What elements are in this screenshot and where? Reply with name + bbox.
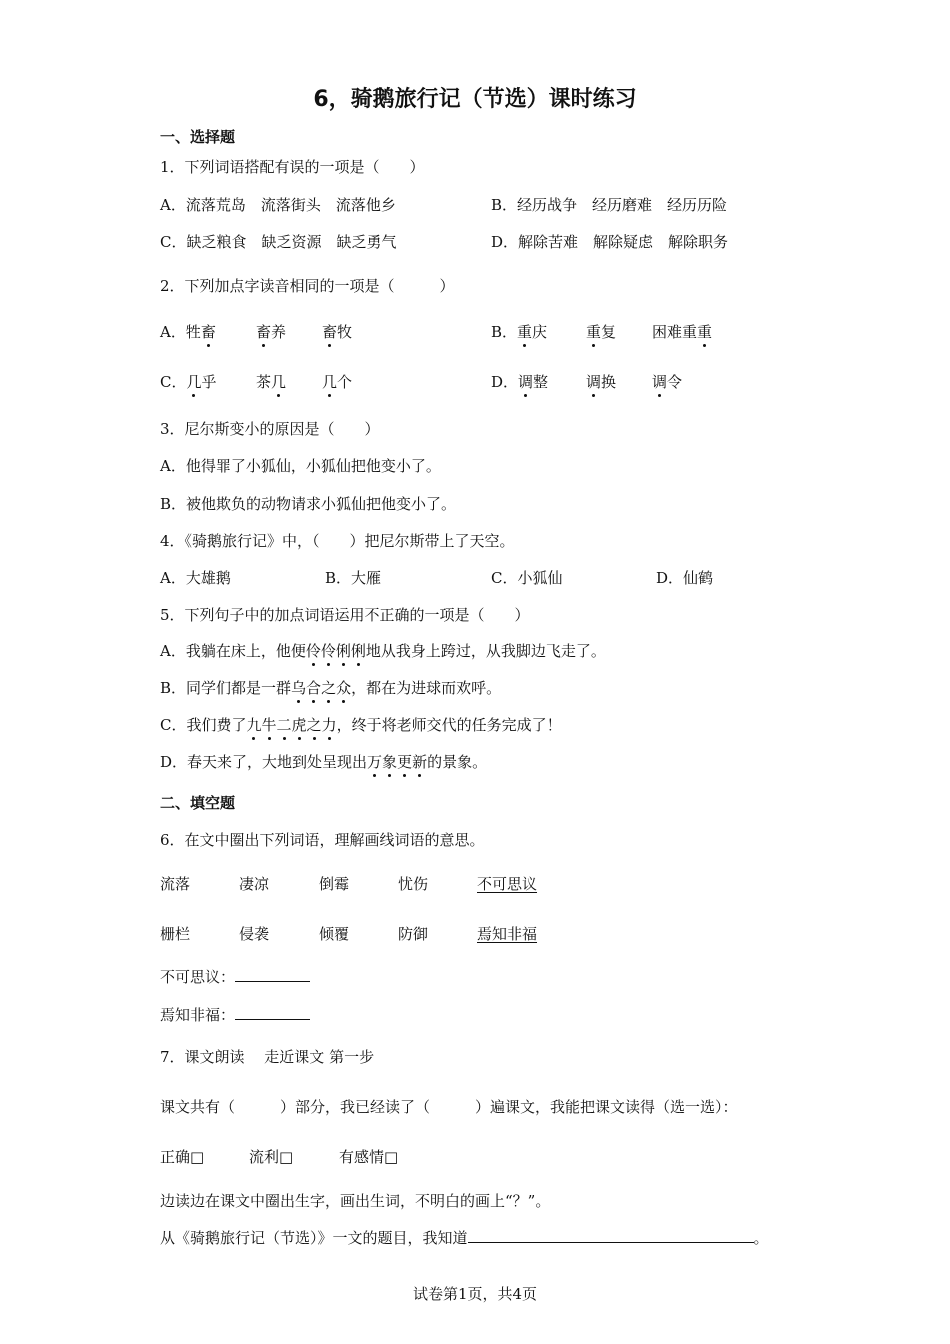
option-letter: A．: [160, 323, 186, 341]
q2-a-word2: 畜养: [256, 323, 287, 341]
answer-blank[interactable]: [235, 1005, 310, 1020]
dotted-char: 几: [322, 373, 338, 391]
q4-stem: 4．《骑鹅旅行记》中，（ ）把尼尔斯带上了天空。: [160, 532, 515, 550]
dotted-char: 之: [306, 716, 322, 734]
underlined-word: 不可思议: [477, 875, 538, 893]
dotted-char: 九: [246, 716, 262, 734]
answer-blank[interactable]: [235, 967, 310, 982]
q2-d-word3: 调令: [652, 373, 683, 391]
dotted-phrase: [246, 716, 336, 734]
dotted-char: 几: [186, 373, 202, 391]
dotted-phrase: [291, 679, 351, 697]
word: 凄凉: [239, 875, 270, 893]
q4-options-row: [160, 567, 800, 589]
q1-option-c[interactable]: C．缺乏粮食 缺乏资源 缺乏勇气: [160, 233, 397, 251]
q5-option-a[interactable]: A．我躺在床上，他便伶伶俐俐地从我身上跨过，从我脚边飞走了。: [160, 642, 606, 660]
dotted-char: 力: [321, 716, 337, 734]
dotted-char: 万: [367, 753, 383, 771]
choice-correct-checkbox[interactable]: 正确□: [160, 1148, 205, 1166]
dotted-char: 之: [321, 679, 337, 697]
choice-emotion-checkbox[interactable]: 有感情□: [339, 1148, 399, 1166]
q2-d-word2: 调换: [586, 373, 617, 391]
word: 流落: [160, 875, 191, 893]
page-title: 6，骑鹅旅行记（节选）课时练习: [313, 87, 637, 112]
dotted-char: 虎: [291, 716, 307, 734]
dotted-char: 重: [517, 323, 533, 341]
word: 倒霉: [319, 875, 350, 893]
q4-option-b[interactable]: B．大雁: [325, 569, 382, 587]
q3-option-a[interactable]: A．他得罪了小狐仙，小狐仙把他变小了。: [160, 457, 441, 475]
section-heading-fill: 二、填空题: [160, 794, 236, 812]
choice-fluent-checkbox[interactable]: 流利□: [249, 1148, 294, 1166]
dotted-char: 伶: [320, 642, 336, 660]
dotted-char: 几: [271, 373, 287, 391]
word: 倾覆: [319, 925, 350, 943]
section-heading-choice: 一、选择题: [160, 128, 236, 146]
dotted-char: 重: [697, 323, 713, 341]
answer-blank[interactable]: [468, 1228, 754, 1243]
underlined-word: 焉知非福: [477, 925, 538, 943]
dotted-char: 俐: [335, 642, 351, 660]
q6-word-row2: [160, 923, 760, 945]
q2-option-b[interactable]: B．重庆: [491, 323, 548, 341]
dotted-char: 畜: [200, 323, 216, 341]
q2-b-word2: 重复: [586, 323, 617, 341]
dotted-char: 俐: [350, 642, 366, 660]
q6-fill1: 不可思议：: [160, 966, 310, 987]
dotted-char: 合: [306, 679, 322, 697]
dotted-char: 众: [336, 679, 352, 697]
q2-option-d[interactable]: D．调整: [491, 373, 549, 391]
dotted-phrase: [306, 642, 366, 660]
q7-line3: 从《骑鹅旅行记（节选）》一文的题目，我知道 。: [160, 1229, 769, 1247]
dotted-char: 调: [518, 373, 534, 391]
dotted-char: 乌: [291, 679, 307, 697]
q7-line1: 课文共有（ ）部分，我已经读了（ ）遍课文，我能把课文读得（选一选）：: [160, 1098, 738, 1116]
dotted-char: 新: [412, 753, 428, 771]
word: 忧伤: [398, 875, 429, 893]
option-letter: C．: [160, 373, 187, 391]
word: 栅栏: [160, 925, 191, 943]
q7-line2: 边读边在课文中圈出生字，画出生词，不明白的画上“？”。: [160, 1192, 551, 1210]
q1-options-row2: [160, 231, 800, 253]
q1-stem: 1．下列词语搭配有误的一项是（ ）: [160, 158, 425, 176]
q2-option-a[interactable]: A．牲畜: [160, 323, 216, 341]
dotted-char: 二: [276, 716, 292, 734]
q5-option-c[interactable]: C．我们费了九牛二虎之力，终于将老师交代的任务完成了！: [160, 716, 562, 734]
q2-c-word2: 茶几: [256, 373, 287, 391]
option-letter: B．: [491, 323, 518, 341]
q2-stem: 2．下列加点字读音相同的一项是（ ）: [160, 277, 455, 295]
q1-options-row1: [160, 194, 800, 216]
word: 防御: [398, 925, 429, 943]
dotted-char: 象: [382, 753, 398, 771]
dotted-char: 伶: [305, 642, 321, 660]
word: 侵袭: [239, 925, 270, 943]
q3-stem: 3．尼尔斯变小的原因是（ ）: [160, 420, 380, 438]
dotted-char: 牛: [261, 716, 277, 734]
q4-option-a[interactable]: A．大雄鹅: [160, 569, 231, 587]
q1-option-b[interactable]: B．经历战争 经历磨难 经历历险: [491, 196, 728, 214]
q2-c-word3: 几个: [322, 373, 353, 391]
q1-option-a[interactable]: A．流落荒岛 流落街头 流落他乡: [160, 196, 396, 214]
q2-options-row1: [160, 321, 800, 343]
q6-stem: 6．在文中圈出下列词语，理解画线词语的意思。: [160, 831, 485, 849]
q6-fill2: 焉知非福：: [160, 1004, 310, 1025]
q1-option-d[interactable]: D．解除苦难 解除疑虑 解除职务: [491, 233, 729, 251]
q3-option-b[interactable]: B．被他欺负的动物请求小狐仙把他变小了。: [160, 495, 457, 513]
q4-option-c[interactable]: C．小狐仙: [491, 569, 563, 587]
dotted-phrase: [367, 753, 427, 771]
q6-word-row1: [160, 873, 760, 895]
q5-stem: 5．下列句子中的加点词语运用不正确的一项是（ ）: [160, 606, 530, 624]
q7-choices: [160, 1146, 760, 1168]
dotted-char: 调: [586, 373, 602, 391]
q4-option-d[interactable]: D．仙鹤: [656, 569, 714, 587]
dotted-char: 重: [586, 323, 602, 341]
dotted-char: 畜: [322, 323, 338, 341]
q5-option-d[interactable]: D．春天来了，大地到处呈现出万象更新的景象。: [160, 753, 488, 771]
option-letter: D．: [491, 373, 519, 391]
dotted-char: 更: [397, 753, 413, 771]
dotted-char: 调: [652, 373, 668, 391]
q2-a-word3: 畜牧: [322, 323, 353, 341]
q7-stem: 7．课文朗读 走近课文 第一步: [160, 1048, 375, 1066]
q2-option-c[interactable]: C．几乎: [160, 373, 217, 391]
page-footer: 试卷第1页，共4页: [412, 1285, 538, 1303]
q5-option-b[interactable]: B．同学们都是一群乌合之众，都在为进球而欢呼。: [160, 679, 502, 697]
q2-b-word3: 困难重重: [652, 323, 713, 341]
dotted-char: 畜: [256, 323, 272, 341]
q2-options-row2: [160, 371, 800, 393]
